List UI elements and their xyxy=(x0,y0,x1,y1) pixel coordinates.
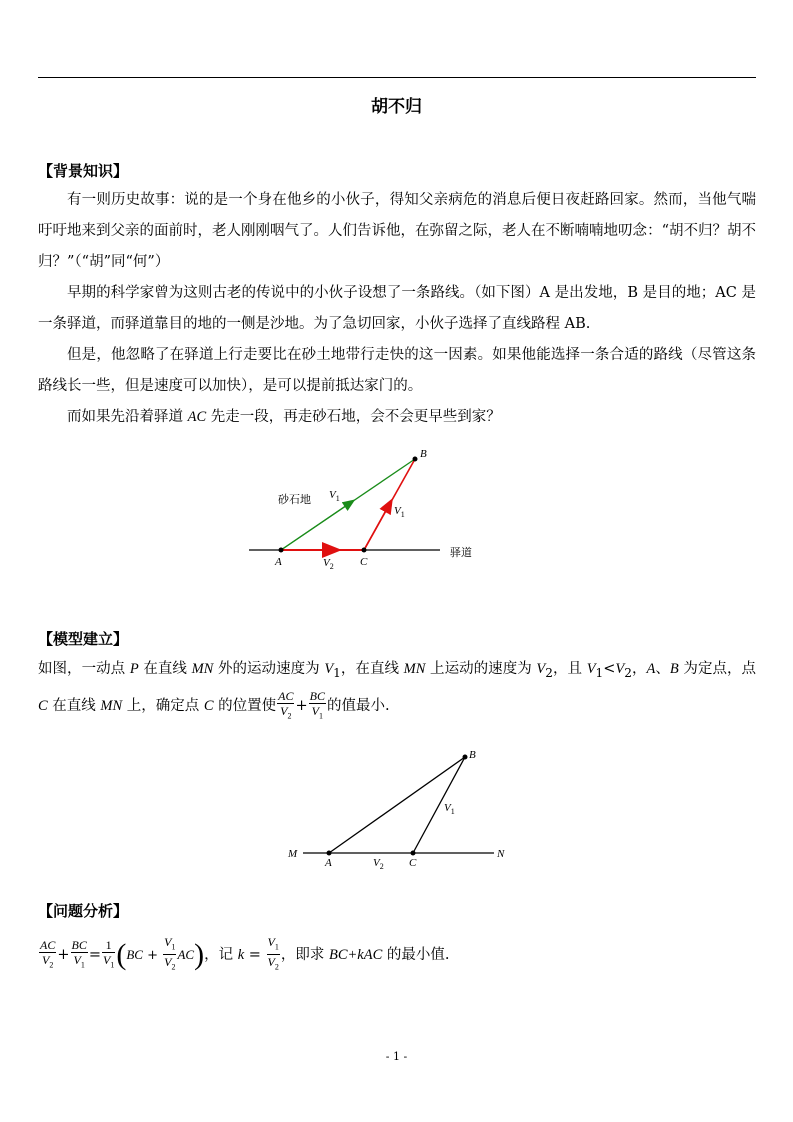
svg-text:V1: $V_1$ xyxy=(394,505,405,519)
fraction-ac-v2: $\frac{AC}{V_2}$ xyxy=(278,688,294,721)
analysis-heading: 【问题分析】 xyxy=(38,902,129,920)
label-v2-2: V xyxy=(373,857,380,869)
background-paragraph-3: 但是，他忽略了在驿道上行走要比在砂土地带行走快的这一因素。如果他能选择一条合适的路线（尽管这条路线长一些，但是速度可以加快），是可以提前抵达家门的。 xyxy=(38,347,756,394)
label-v1-red: V xyxy=(394,505,401,517)
label-A2: A xyxy=(325,857,332,869)
model-heading: 【模型建立】 xyxy=(38,630,129,648)
label-sand: 砂石地 xyxy=(278,494,311,506)
segment-CB xyxy=(413,757,465,853)
model-paragraph: 如图，一动点 P 在直线 MN 外的运动速度为 $V_1$，在直线 MN 上运动的速度为 $V_2$，且 $V_1<V_2$，A、B 为定点，点 C 在直线 MN 上，确定点 C 的位置使 $\frac{AC}{V_2}$ + $\frac{BC}{V_1}$ 的值最小. xyxy=(38,654,756,723)
label-v1-green: V xyxy=(329,489,336,501)
background-paragraph-1: 有一则历史故事：说的是一个身在他乡的小伙子，得知父亲病危的消息后便日夜赶路回家。然而，当他气喘吁吁地来到父亲的面前时，老人刚刚咽气了。人们告诉他，在弥留之际，老人在不断喃喃地叨念：“胡不归？胡不归？”（“胡”同“何”） xyxy=(38,192,756,270)
svg-text:V2: $V_2$ xyxy=(323,557,334,571)
label-M: M xyxy=(288,848,298,860)
page-number: - 1 - xyxy=(385,1050,408,1063)
formula-frac-bc-v1: $\frac{BC}{V_1}$ xyxy=(71,937,87,970)
formula-frac-one-v1: $\frac{1}{V_1}$ xyxy=(103,937,115,970)
label-B2: B xyxy=(469,749,476,761)
background-heading: 【背景知识】 xyxy=(38,162,129,180)
label-v2: V xyxy=(323,557,330,569)
background-paragraph-2: 早期的科学家曾为这则古老的传说中的小伙子设想了一条路线。（如下图）A 是出发地，B 是目的地；AC 是一条驿道，而驿道靠目的地的一侧是沙地。为了急切回家，小伙子选择了直线路程 AB. xyxy=(38,285,756,332)
point-A2 xyxy=(327,851,332,856)
formula-frac-v1-v2: $\frac{V_1}{V_2}$ xyxy=(164,935,176,972)
formula-frac-k: $\frac{V_1}{V_2}$ xyxy=(267,935,279,972)
svg-text:V1: $V_1$ xyxy=(444,802,455,816)
svg-text:V2: $V_2$ xyxy=(373,857,384,871)
analysis-formula: $\frac{AC}{V_2}$ + $\frac{BC}{V_1}$ = $\frac{1}{V_1}$ (BC + $\frac{V_1}{V_2}$ AC)，记 k = $\frac{V_1}{V_2}$ ，即求 BC+kAC 的最小值. xyxy=(38,935,449,975)
svg-text:V1: $V_1$ xyxy=(329,489,340,503)
point-B2 xyxy=(463,755,468,760)
label-road: 驿道 xyxy=(450,547,472,559)
label-A: A xyxy=(275,556,282,568)
label-B: B xyxy=(420,448,427,460)
label-C2: C xyxy=(409,857,417,869)
point-C2 xyxy=(411,851,416,856)
page-title: 胡不归 xyxy=(371,97,422,117)
formula-frac-ac-v2: $\frac{AC}{V_2}$ xyxy=(40,937,56,970)
label-v1-2: V xyxy=(444,802,451,814)
background-paragraph-4: 而如果先沿着驿道 AC 先走一段，再走砂石地，会不会更早些到家？ xyxy=(67,409,501,425)
label-N: N xyxy=(497,848,505,860)
fraction-bc-v1: $\frac{BC}{V_1}$ xyxy=(309,688,325,721)
label-C: C xyxy=(360,556,368,568)
